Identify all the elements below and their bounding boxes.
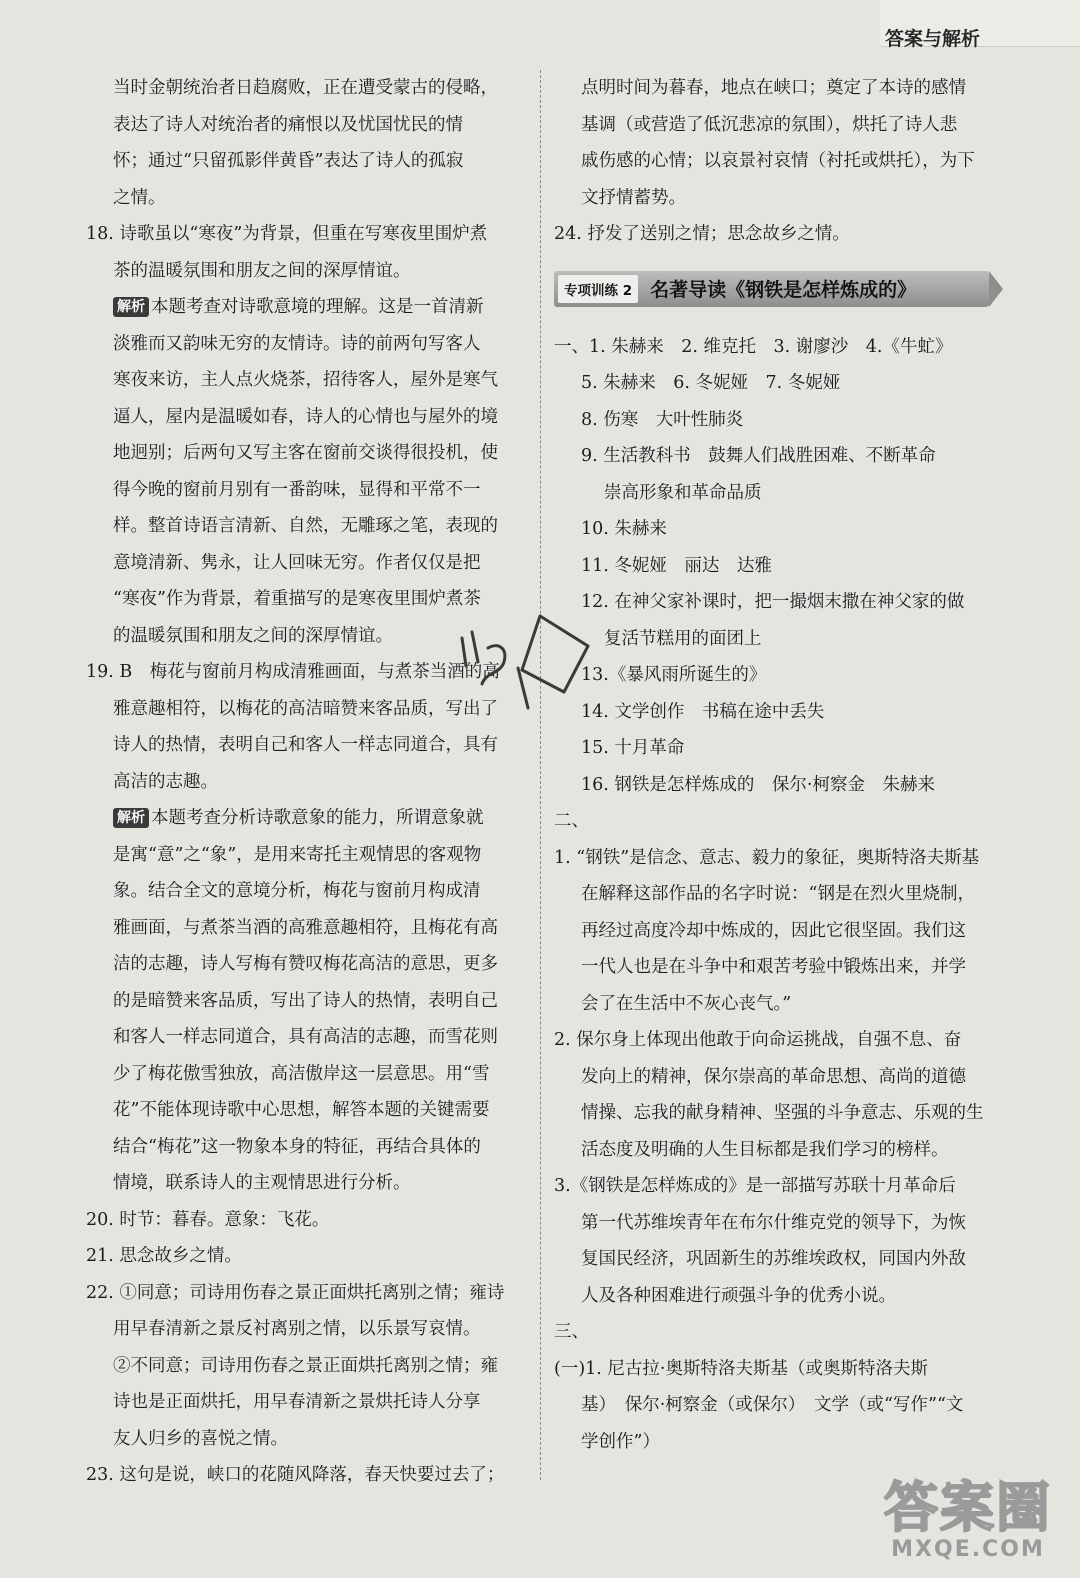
line-text: 12. 在神父家补课时，把一撮烟末撒在神父家的做 xyxy=(581,592,965,612)
watermark-logo: 答案圈 xyxy=(884,1476,1052,1539)
text-line xyxy=(554,216,989,253)
text-line xyxy=(86,107,536,144)
line-text: 诗人的热情，表明自己和客人一样志同道合，具有 xyxy=(113,735,498,755)
line-text: 逼人，屋内是温暖如春，诗人的心情也与屋外的境 xyxy=(113,406,498,427)
line-text: 诗也是正面烘托，用早春清新之景烘托诗人分享 xyxy=(113,1392,481,1412)
text-line xyxy=(554,70,989,107)
line-text: 得今晚的窗前月别有一番韵味，显得和平常不一 xyxy=(113,479,481,500)
text-line xyxy=(554,402,989,439)
line-text: 用早春清新之景反衬离别之情，以乐景写哀情。 xyxy=(113,1319,481,1339)
line-text: 情境，联系诗人的主观情思进行分析。 xyxy=(113,1173,411,1193)
text-line xyxy=(554,1278,989,1315)
line-text: 19. B 梅花与窗前月构成清雅画面，与煮茶当酒的高 xyxy=(86,662,500,682)
line-text: 复国民经济，巩固新生的苏维埃政权，同国内外敌 xyxy=(581,1249,966,1269)
left-column xyxy=(86,70,536,1494)
line-text: ②不同意；司诗用伤春之景正面烘托离别之情；雍 xyxy=(113,1355,498,1376)
text-line xyxy=(86,1056,536,1093)
page-header xyxy=(880,0,1080,50)
line-text: 怀；通过“只留孤影伴黄昏”表达了诗人的孤寂 xyxy=(113,151,464,171)
text-line xyxy=(554,694,989,731)
text-line xyxy=(554,1095,989,1132)
text-line xyxy=(554,1132,989,1169)
text-line xyxy=(554,730,989,767)
text-line xyxy=(86,983,536,1020)
text-line xyxy=(554,365,989,402)
line-text: 当时金朝统治者日趋腐败，正在遭受蒙古的侵略， xyxy=(113,78,498,98)
line-text: 本题考查对诗歌意境的理解。这是一首清新 xyxy=(151,297,484,317)
text-line xyxy=(86,946,536,983)
line-text: 本题考查分析诗歌意象的能力，所谓意象就 xyxy=(151,808,484,828)
line-text: 淡雅而又韵味无穷的友情诗。诗的前两句写客人 xyxy=(113,333,481,354)
line-text: 崇高形象和革命品质 xyxy=(604,482,762,503)
line-text: 花”不能体现诗歌中心思想，解答本题的关键需要 xyxy=(113,1100,490,1120)
line-text: (一)1. 尼古拉·奥斯特洛夫斯基（或奥斯特洛夫斯 xyxy=(554,1358,928,1379)
line-text: 的是暗赞来客品质，写出了诗人的热情，表明自己 xyxy=(113,990,498,1011)
line-text: 地迥别；后两句又写主客在窗前交谈得很投机，使 xyxy=(113,443,498,463)
text-line xyxy=(86,837,536,874)
line-text: 18. 诗歌虽以“寒夜”为背景，但重在写寒夜里围炉煮 xyxy=(86,224,488,244)
text-line xyxy=(86,1311,536,1348)
text-line xyxy=(554,1022,989,1059)
line-text: 20. 时节：暮春。意象：飞花。 xyxy=(86,1209,330,1230)
text-line xyxy=(554,657,989,694)
line-text: “寒夜”作为背景，着重描写的是寒夜里围炉煮茶 xyxy=(113,589,481,609)
right-column-bottom xyxy=(554,329,989,1461)
line-text: 24. 抒发了送别之情；思念故乡之情。 xyxy=(554,224,850,244)
text-line xyxy=(86,1238,536,1275)
text-line xyxy=(554,1059,989,1096)
text-line xyxy=(554,511,989,548)
text-line xyxy=(86,1019,536,1056)
line-text: 8. 伤寒 大叶性肺炎 xyxy=(581,409,744,430)
line-text: 点明时间为暮春，地点在峡口；奠定了本诗的感情 xyxy=(581,78,966,98)
line-text: 结合“梅花”这一物象本身的特征，再结合具体的 xyxy=(113,1136,481,1157)
text-line xyxy=(86,1275,536,1312)
text-line xyxy=(554,840,989,877)
line-text: 文抒情蓄势。 xyxy=(581,187,686,208)
text-line xyxy=(554,548,989,585)
section-arrow xyxy=(989,271,1003,307)
line-text: 的温暖氛围和朋友之间的深厚情谊。 xyxy=(113,625,393,646)
text-line xyxy=(554,913,989,950)
text-line xyxy=(86,1202,536,1239)
text-line xyxy=(554,107,989,144)
text-line xyxy=(86,1457,536,1494)
text-line xyxy=(86,764,536,801)
text-line xyxy=(554,1424,989,1461)
text-line xyxy=(86,180,536,217)
line-text: 雅意趣相符，以梅花的高洁暗赞来客品质，写出了 xyxy=(113,698,498,719)
text-line xyxy=(554,1387,989,1424)
right-column xyxy=(554,70,989,1460)
text-line xyxy=(554,1351,989,1388)
line-text: 13.《暴风雨所诞生的》 xyxy=(581,665,767,685)
text-line xyxy=(86,508,536,545)
line-text: 人及各种困难进行顽强斗争的优秀小说。 xyxy=(581,1285,896,1306)
section-heading xyxy=(554,271,989,307)
line-text: 发向上的精神，保尔崇高的革命思想、高尚的道德 xyxy=(581,1066,966,1087)
text-line xyxy=(86,253,536,290)
line-text: 二、 xyxy=(554,811,589,831)
analysis-tag: 解析 xyxy=(113,297,149,317)
line-text: 一、1. 朱赫来 2. 维克托 3. 谢廖沙 4.《牛虻》 xyxy=(554,336,953,357)
text-line xyxy=(554,329,989,366)
text-line xyxy=(86,216,536,253)
text-line xyxy=(86,362,536,399)
text-line xyxy=(554,876,989,913)
line-text: 3.《钢铁是怎样炼成的》是一部描写苏联十月革命后 xyxy=(554,1176,956,1196)
line-text: 情操、忘我的献身精神、坚强的斗争意志、乐观的生 xyxy=(581,1103,984,1123)
line-text: 15. 十月革命 xyxy=(581,738,685,758)
text-line xyxy=(86,910,536,947)
line-text: 第一代苏维埃青年在布尔什维克党的领导下，为恢 xyxy=(581,1212,966,1233)
text-line xyxy=(554,438,989,475)
text-line xyxy=(86,1384,536,1421)
text-line xyxy=(86,472,536,509)
text-line xyxy=(554,475,989,512)
line-text: 友人归乡的喜悦之情。 xyxy=(113,1428,288,1449)
line-text: 之情。 xyxy=(113,187,166,208)
line-text: 学创作”） xyxy=(581,1431,660,1452)
text-line xyxy=(554,143,989,180)
text-line xyxy=(86,399,536,436)
line-text: 会了在生活中不灰心丧气。” xyxy=(581,993,792,1014)
text-line xyxy=(86,1092,536,1129)
line-text: 是寓“意”之“象”，是用来寄托主观情思的客观物 xyxy=(113,844,482,865)
line-text: 高洁的志趣。 xyxy=(113,771,218,792)
line-text: 基） 保尔·柯察金（或保尔） 文学（或“写作”“文 xyxy=(581,1395,964,1415)
line-text: 14. 文学创作 书稿在途中丢失 xyxy=(581,701,825,722)
line-text: 表达了诗人对统治者的痛恨以及忧国忧民的情 xyxy=(113,114,463,135)
line-text: 样。整首诗语言清新、自然，无雕琢之笔，表现的 xyxy=(113,516,498,536)
line-text: 5. 朱赫来 6. 冬妮娅 7. 冬妮娅 xyxy=(581,373,841,393)
line-text: 雅画面，与煮茶当酒的高雅意趣相符，且梅花有高 xyxy=(113,917,498,938)
line-text: 复活节糕用的面团上 xyxy=(604,628,762,649)
text-line xyxy=(86,435,536,472)
line-text: 11. 冬妮娅 丽达 达雅 xyxy=(581,555,772,576)
text-line xyxy=(86,326,536,363)
text-line xyxy=(86,873,536,910)
text-line xyxy=(554,621,989,658)
text-line xyxy=(554,767,989,804)
watermark xyxy=(868,1478,1068,1568)
line-text: 茶的温暖氛围和朋友之间的深厚情谊。 xyxy=(113,260,411,281)
text-line xyxy=(86,143,536,180)
line-text: 基调（或营造了低沉悲凉的氛围），烘托了诗人悲 xyxy=(581,114,958,135)
text-line xyxy=(554,1241,989,1278)
analysis-tag: 解析 xyxy=(113,808,149,828)
watermark-url: MXQE.COM xyxy=(891,1537,1045,1562)
line-text: 三、 xyxy=(554,1322,589,1342)
text-line xyxy=(554,180,989,217)
text-line xyxy=(554,1168,989,1205)
line-text: 22. ①同意；司诗用伤春之景正面烘托离别之情；雍诗 xyxy=(86,1282,505,1303)
text-line xyxy=(86,545,536,582)
section-title: 名著导读《钢铁是怎样炼成的》 xyxy=(650,279,917,301)
line-text: 和客人一样志同道合，具有高洁的志趣，而雪花则 xyxy=(113,1027,498,1047)
section-label: 专项训练 2 xyxy=(558,275,638,303)
line-text: 23. 这句是说，峡口的花随风降落，春天快要过去了； xyxy=(86,1465,505,1485)
text-line xyxy=(86,727,536,764)
line-text: 9. 生活教科书 鼓舞人们战胜困难、不断革命 xyxy=(581,446,936,466)
text-line xyxy=(554,803,989,840)
line-text: 在解释这部作品的名字时说：“钢是在烈火里烧制， xyxy=(581,884,975,904)
text-line xyxy=(86,1165,536,1202)
right-column-top xyxy=(554,70,989,253)
line-text: 寒夜来访，主人点火烧茶，招待客人，屋外是寒气 xyxy=(113,370,498,390)
text-line xyxy=(554,986,989,1023)
line-text: 2. 保尔身上体现出他敢于向命运挑战，自强不息、奋 xyxy=(554,1030,962,1050)
line-text: 16. 钢铁是怎样炼成的 保尔·柯察金 朱赫来 xyxy=(581,774,935,795)
line-text: 洁的志趣，诗人写梅有赞叹梅花高洁的意思，更多 xyxy=(113,954,498,974)
line-text: 少了梅花傲雪独放，高洁傲岸这一层意思。用“雪 xyxy=(113,1063,490,1084)
text-line xyxy=(86,1348,536,1385)
line-text: 1. “钢铁”是信念、意志、毅力的象征，奥斯特洛夫斯基 xyxy=(554,847,980,868)
text-line xyxy=(86,289,536,326)
text-line xyxy=(554,949,989,986)
text-line xyxy=(554,1314,989,1351)
text-line xyxy=(554,584,989,621)
line-text: 10. 朱赫来 xyxy=(581,519,667,539)
line-text: 意境清新、隽永，让人回味无穷。作者仅仅是把 xyxy=(113,552,481,573)
line-text: 21. 思念故乡之情。 xyxy=(86,1246,242,1266)
text-line xyxy=(86,1421,536,1458)
text-line xyxy=(86,1129,536,1166)
line-text: 象。结合全文的意境分析，梅花与窗前月构成清 xyxy=(113,881,481,901)
header-title: 答案与解析 xyxy=(884,28,980,50)
column-divider xyxy=(540,70,541,1480)
line-text: 活态度及明确的人生目标都是我们学习的榜样。 xyxy=(581,1139,949,1160)
line-text: 戚伤感的心情；以哀景衬哀情（衬托或烘托），为下 xyxy=(581,151,975,171)
text-line xyxy=(86,70,536,107)
line-text: 再经过高度冷却中炼成的，因此它很坚固。我们这 xyxy=(581,920,966,941)
handwritten-scribble xyxy=(448,598,608,728)
text-line xyxy=(86,800,536,837)
text-line xyxy=(554,1205,989,1242)
line-text: 一代人也是在斗争中和艰苦考验中锻炼出来，并学 xyxy=(581,957,966,977)
